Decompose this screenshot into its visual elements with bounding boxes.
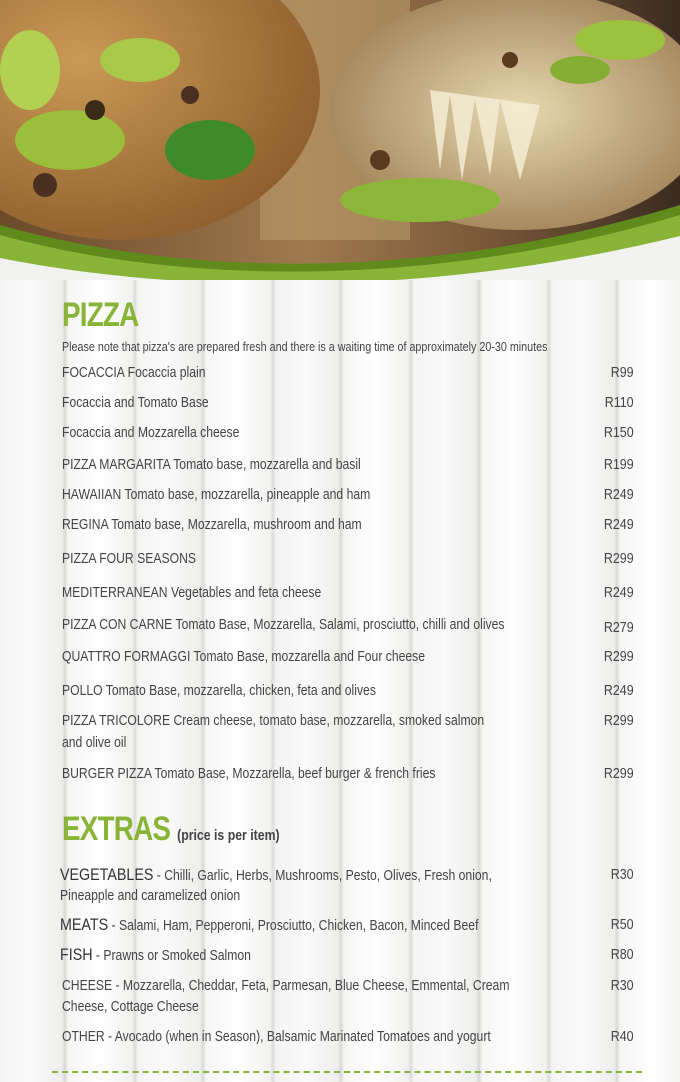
extras-description: - Chilli, Garlic, Herbs, Mushrooms, Pesto, Olives, Fresh onion, [153, 868, 492, 884]
extras-item-text [62, 976, 510, 996]
menu-item-price: R299 [604, 766, 634, 782]
menu-item-price: R249 [604, 585, 634, 601]
menu-item-text-continued: and olive oil [62, 735, 127, 751]
extras-description: - Salami, Ham, Pepperoni, Prosciutto, Chicken, Bacon, Minced Beef [108, 918, 479, 934]
menu-item-price: R99 [611, 365, 634, 381]
menu-item-text: PIZZA CON CARNE Tomato Base, Mozzarella, Salami, prosciutto, chilli and olives [62, 617, 505, 633]
extras-item-text [60, 865, 492, 886]
extras-item-text [62, 1027, 491, 1047]
menu-item-price: R279 [604, 620, 634, 636]
menu-item-price: R150 [604, 425, 634, 441]
extras-item-price: R40 [611, 1029, 634, 1045]
menu-item-price: R249 [604, 517, 634, 533]
extras-subtitle: (price is per item) [177, 827, 280, 844]
extras-item-price: R30 [611, 978, 634, 994]
extras-item-text-continued: Cheese, Cottage Cheese [62, 999, 199, 1015]
menu-item-text: Focaccia and Tomato Base [62, 395, 209, 411]
extras-item-text [60, 915, 480, 936]
menu-item-text: HAWAIIAN Tomato base, mozzarella, pineapple and ham [62, 487, 371, 503]
extras-description: - Avocado (when in Season), Balsamic Marinated Tomatoes and yogurt [104, 1029, 491, 1045]
menu-item-price: R199 [604, 457, 634, 473]
extras-section-title [62, 812, 280, 846]
menu-item-price: R299 [604, 551, 634, 567]
pizza-section-title: PIZZA [62, 296, 139, 334]
dashed-divider [52, 1071, 642, 1073]
menu-item-price: R299 [604, 649, 634, 665]
menu-item-text: PIZZA TRICOLORE Cream cheese, tomato base, mozzarella, smoked salmon [62, 713, 485, 729]
menu-item-price: R249 [604, 487, 634, 503]
menu-item-price: R299 [604, 713, 634, 729]
menu-item-text: REGINA Tomato base, Mozzarella, mushroom and ham [62, 517, 362, 533]
menu-item-text: Focaccia and Mozzarella cheese [62, 425, 240, 441]
menu-item-text: QUATTRO FORMAGGI Tomato Base, mozzarella and Four cheese [62, 649, 426, 665]
menu-item-text: MEDITERRANEAN Vegetables and feta cheese [62, 585, 322, 601]
extras-item-price: R80 [611, 947, 634, 963]
extras-item-text [60, 945, 480, 966]
extras-description: - Prawns or Smoked Salmon [92, 948, 251, 964]
menu-item-price: R110 [605, 395, 634, 411]
extras-item-text-continued: Pineapple and caramelized onion [60, 888, 241, 904]
extras-category: CHEESE [62, 978, 113, 994]
menu-item-text: PIZZA MARGARITA Tomato base, mozzarella and basil [62, 457, 361, 473]
extras-item-price: R30 [611, 867, 634, 883]
menu-item-text: BURGER PIZZA Tomato Base, Mozzarella, beef burger & french fries [62, 766, 436, 782]
menu-item-text: PIZZA FOUR SEASONS [62, 551, 197, 567]
extras-description: - Mozzarella, Cheddar, Feta, Parmesan, Blue Cheese, Emmental, Cream [112, 978, 510, 994]
extras-title-text: EXTRAS [62, 810, 171, 848]
extras-category: MEATS [60, 915, 109, 934]
extras-category: OTHER [62, 1029, 105, 1045]
extras-item-price: R50 [611, 917, 634, 933]
extras-category: FISH [60, 945, 93, 964]
pizza-waiting-note: Please note that pizza's are prepared fresh and there is a waiting time of approximately 20-30 minutes [62, 340, 548, 354]
menu-item-text: POLLO Tomato Base, mozzarella, chicken, feta and olives [62, 683, 376, 699]
extras-category: VEGETABLES [60, 865, 154, 884]
menu-item-price: R249 [604, 683, 634, 699]
menu-item-text: FOCACCIA Focaccia plain [62, 365, 206, 381]
